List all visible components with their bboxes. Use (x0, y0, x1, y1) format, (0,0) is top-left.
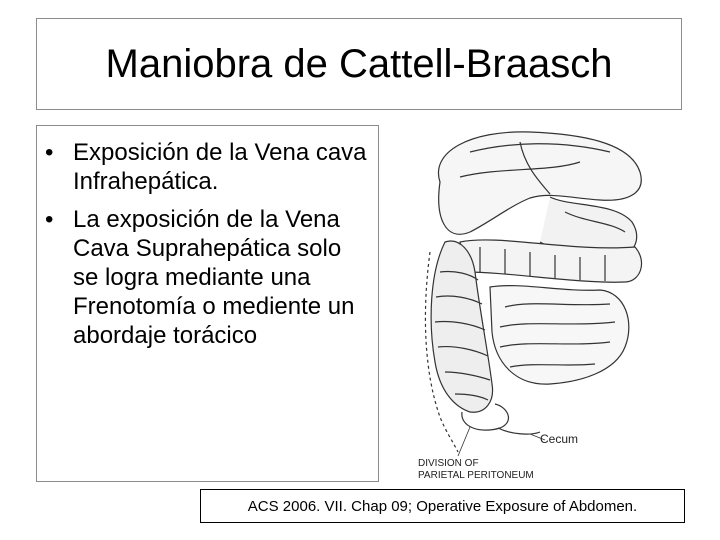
citation-box (200, 489, 685, 523)
bullet-marker: • (45, 139, 54, 166)
anatomy-drawing (400, 122, 655, 484)
anatomy-illustration (400, 122, 655, 484)
label-cecum: Cecum (540, 432, 579, 446)
slide-title: Maniobra de Cattell-Braasch (105, 41, 613, 86)
bullet-text-2: La exposición de la Vena Cava Suprahepática solo se logra mediante una Frenotomía o mediente un abordaje torácico (73, 206, 355, 349)
bullet-text-1: Exposición de la Vena cava Infrahepática. (73, 139, 367, 195)
citation-text: ACS 2006. VII. Chap 09; Operative Exposure of Abdomen. (247, 497, 638, 515)
label-division-line1: DIVISION OF (418, 458, 479, 469)
bullet-list (37, 126, 378, 350)
title-box (36, 18, 682, 110)
label-division-line2: PARIETAL PERITONEUM (418, 470, 534, 481)
bullet-item-2 (45, 205, 373, 350)
bullet-marker: • (45, 206, 54, 233)
bullet-text-box (36, 125, 379, 482)
bullet-item-1 (45, 138, 373, 196)
